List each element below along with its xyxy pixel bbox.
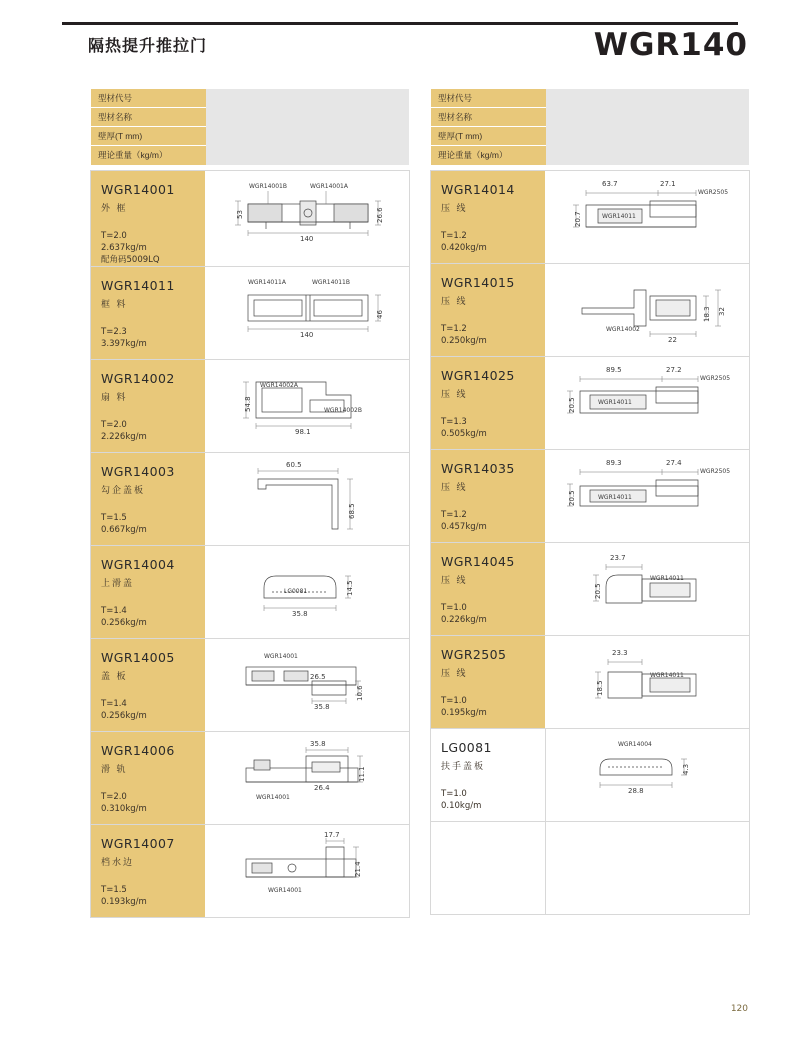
profile-thickness: T=1.2 [441,510,467,520]
profile-weight: 2.637kg/m [101,243,147,253]
profile-code: WGR14015 [441,275,515,290]
profile-weight: 2.226kg/m [101,432,147,442]
row-info [91,360,206,452]
row-figure [546,357,749,449]
profile-name: 扶手盖板 [441,761,486,771]
profile-weight: 0.195kg/m [441,708,487,718]
profile-code: WGR14004 [101,557,175,572]
left-column [90,88,410,918]
legend-row-weight: 理论重量（kg/m） [91,146,206,165]
profile-code: WGR14045 [441,554,515,569]
dimension: 11.1 [358,766,366,782]
part-label: WGR14011 [598,399,632,406]
dimension: 60.5 [286,461,302,469]
table-row[interactable] [91,171,409,267]
profile-extra: 配角码5009LQ [101,255,160,265]
dimension: 27.4 [666,459,682,467]
profile-name: 压 线 [441,668,468,678]
profile-thickness: T=2.3 [101,327,127,337]
profile-name: 勾企盖板 [101,485,146,495]
profile-code: WGR2505 [441,647,507,662]
profile-name: 压 线 [441,482,468,492]
dimension: 27.2 [666,366,682,374]
legend-figure-area [546,89,749,165]
right-rows [430,170,750,915]
row-figure-empty [546,822,749,914]
row-figure [206,453,409,545]
profile-name: 压 线 [441,203,468,213]
row-info [431,636,546,728]
row-info [91,639,206,731]
dimension: 14.5 [346,580,354,596]
row-info [431,357,546,449]
row-figure [206,732,409,824]
header-rule [62,22,738,25]
profile-weight: 0.310kg/m [101,804,147,814]
dimension: 20.5 [568,490,576,506]
profile-weight: 0.505kg/m [441,429,487,439]
dimension: 28.8 [628,787,644,795]
left-rows [90,170,410,918]
dimension: 17.7 [324,831,340,839]
row-figure [206,267,409,359]
part-label: WGR2505 [700,468,731,475]
profile-drawing [546,543,749,635]
page-title: 隔热提升推拉门 [88,38,208,55]
dimension: 68.5 [348,503,356,519]
row-figure [546,450,749,542]
dimension: 89.5 [606,366,622,374]
part-label: WGR14002B [324,407,362,414]
row-info [91,732,206,824]
dimension: 32 [718,307,726,316]
table-row[interactable] [431,543,749,636]
profile-drawing [546,450,749,542]
row-info [91,546,206,638]
profile-drawing [206,453,409,545]
profile-weight: 0.667kg/m [101,525,147,535]
table-row[interactable] [431,171,749,264]
profile-drawing [546,357,749,449]
profile-code: WGR14001 [101,182,175,197]
row-info [431,264,546,356]
dimension: 20.5 [568,397,576,413]
profile-drawing [206,825,409,917]
profile-thickness: T=2.0 [101,231,127,241]
part-label: WGR2505 [698,189,729,196]
dimension: 46 [376,310,384,319]
row-figure [546,543,749,635]
row-info [431,450,546,542]
table-row[interactable] [91,360,409,453]
page-number: 120 [730,1004,748,1014]
row-info [431,543,546,635]
dimension: 27.1 [660,180,676,188]
row-info-empty [431,822,546,914]
profile-name: 框 料 [101,299,128,309]
row-figure [206,825,409,917]
profile-code: WGR14014 [441,182,515,197]
legend-row-thickness: 壁厚(T mm) [91,127,206,146]
row-figure [206,360,409,452]
dimension: 98.1 [295,428,311,436]
table-row[interactable] [431,636,749,729]
dimension: 22 [668,336,677,344]
profile-drawing [206,360,409,452]
dimension: 26.6 [376,207,384,223]
legend-row-name: 型材名称 [91,108,206,127]
profile-name: 滑 轨 [101,764,128,774]
legend-labels [91,89,206,165]
row-info [91,267,206,359]
profile-code: WGR14003 [101,464,175,479]
profile-weight: 0.256kg/m [101,618,147,628]
row-figure [546,264,749,356]
profile-drawing [546,636,749,728]
dimension: 4.3 [682,763,690,775]
profile-weight: 0.193kg/m [101,897,147,907]
profile-code: WGR14011 [101,278,175,293]
profile-thickness: T=1.2 [441,324,467,334]
dimension: 26.4 [314,784,330,792]
legend-row-code: 型材代号 [91,89,206,108]
part-label: WGR14011B [312,279,350,286]
row-info [431,171,546,263]
row-figure [546,171,749,263]
table-row[interactable] [431,729,749,822]
profile-code: LG0081 [441,740,492,755]
profile-thickness: T=1.5 [101,885,127,895]
legend-left [90,88,410,166]
profile-drawing [206,546,409,638]
dimension: 35.8 [310,740,326,748]
profile-drawing [206,732,409,824]
dimension: 35.8 [292,610,308,618]
part-label: WGR14011 [650,575,684,582]
profile-thickness: T=1.3 [441,417,467,427]
profile-drawing [206,639,409,731]
table-row[interactable] [91,546,409,639]
part-label: WGR14011A [248,279,286,286]
part-label: WGR14001 [256,794,290,801]
table-row[interactable] [431,357,749,450]
profile-weight: 0.226kg/m [441,615,487,625]
legend-row-weight: 理论重量（kg/m） [431,146,546,165]
legend-right [430,88,750,166]
row-figure [206,546,409,638]
profile-weight: 0.457kg/m [441,522,487,532]
profile-name: 压 线 [441,389,468,399]
profile-code: WGR14006 [101,743,175,758]
dimension: 20.7 [574,211,582,227]
table-row[interactable] [91,639,409,732]
legend-labels [431,89,546,165]
legend-row-code: 型材代号 [431,89,546,108]
profile-name: 上滑盖 [101,578,135,588]
profile-code: WGR14007 [101,836,175,851]
profile-name: 外 框 [101,203,128,213]
part-label: WGR14011 [602,213,636,220]
right-column [430,88,750,915]
part-label: LG0081 [284,588,308,595]
part-label: WGR14004 [618,741,652,748]
profile-code: WGR14025 [441,368,515,383]
row-figure [206,639,409,731]
dimension: 89.3 [606,459,622,467]
dimension: 10.6 [356,685,364,701]
profile-code: WGR14002 [101,371,175,386]
part-label: WGR14001A [310,183,348,190]
profile-code: WGR14035 [441,461,515,476]
profile-thickness: T=1.0 [441,789,467,799]
part-label: WGR2505 [700,375,731,382]
row-info [431,729,546,821]
profile-name: 档水边 [101,857,135,867]
dimension: 53 [236,210,244,219]
profile-code: WGR14005 [101,650,175,665]
profile-weight: 0.10kg/m [441,801,482,811]
dimension: 54.8 [244,396,252,412]
table-row[interactable] [91,453,409,546]
profile-thickness: T=2.0 [101,420,127,430]
profile-thickness: T=1.2 [441,231,467,241]
legend-figure-area [206,89,409,165]
part-label: WGR14011 [598,494,632,501]
row-info [91,825,206,917]
table-row-empty [431,822,749,915]
dimension: 18.5 [596,680,604,696]
profile-thickness: T=1.4 [101,606,127,616]
profile-name: 扇 料 [101,392,128,402]
table-row[interactable] [91,267,409,360]
dimension: 140 [300,331,314,339]
profile-thickness: T=1.0 [441,696,467,706]
table-row[interactable] [91,732,409,825]
profile-thickness: T=1.5 [101,513,127,523]
profile-thickness: T=2.0 [101,792,127,802]
table-row[interactable] [431,450,749,543]
part-label: WGR14001 [264,653,298,660]
profile-weight: 0.420kg/m [441,243,487,253]
part-label: WGR14011 [650,672,684,679]
row-info [91,453,206,545]
part-label: WGR14001B [249,183,287,190]
profile-thickness: T=1.4 [101,699,127,709]
part-label: WGR14001 [268,887,302,894]
profile-name: 盖 板 [101,671,128,681]
table-row[interactable] [91,825,409,918]
profile-name: 压 线 [441,296,468,306]
part-label: WGR14002 [606,326,640,333]
dimension: 21.4 [354,861,362,877]
profile-name: 压 线 [441,575,468,585]
row-figure [546,729,749,821]
dimension: 23.3 [612,649,628,657]
dimension: 18.3 [703,306,711,322]
profile-thickness: T=1.0 [441,603,467,613]
part-label: WGR14002A [260,382,298,389]
dimension: 26.5 [310,673,326,681]
series-code: WGR140 [593,27,748,63]
legend-row-thickness: 壁厚(T mm) [431,127,546,146]
row-figure [546,636,749,728]
profile-weight: 3.397kg/m [101,339,147,349]
dimension: 140 [300,235,314,243]
table-row[interactable] [431,264,749,357]
row-figure [206,171,409,266]
dimension: 20.5 [594,583,602,599]
row-info [91,171,206,266]
profile-weight: 0.250kg/m [441,336,487,346]
legend-row-name: 型材名称 [431,108,546,127]
profile-weight: 0.256kg/m [101,711,147,721]
dimension: 35.8 [314,703,330,711]
dimension: 63.7 [602,180,618,188]
dimension: 23.7 [610,554,626,562]
